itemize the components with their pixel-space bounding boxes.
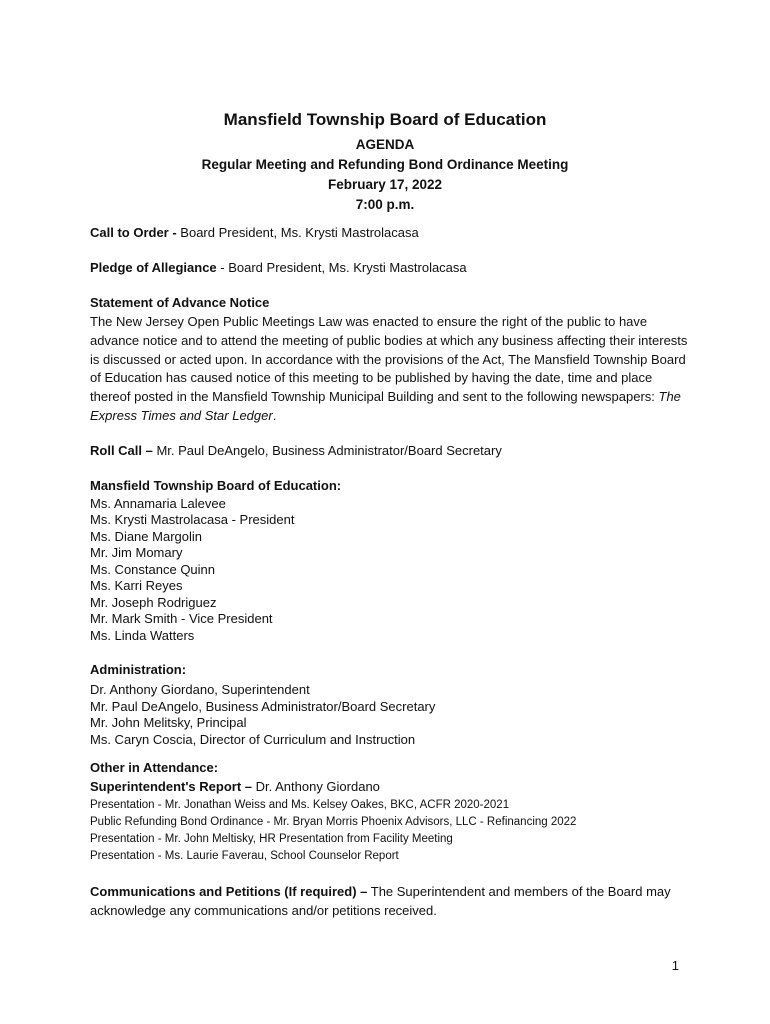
board-member-list — [90, 496, 690, 645]
advance-notice-text — [90, 313, 690, 425]
newspapers: The Express Times and Star Ledger — [90, 388, 681, 423]
advance-notice-heading: Statement of Advance Notice — [90, 295, 270, 311]
document-title: Mansfield Township Board of Education — [223, 110, 547, 129]
board-heading: Mansfield Township Board of Education: — [90, 478, 342, 494]
meeting-type: Regular Meeting and Refunding Bond Ordinance Meeting — [201, 157, 569, 172]
list-item: Ms. Caryn Coscia, Director of Curriculum and Instruction — [90, 731, 416, 747]
roll-call — [90, 442, 690, 461]
list-item: Dr. Anthony Giordano, Superintendent — [90, 682, 310, 698]
superintendent-report-text: Dr. Anthony Giordano — [252, 779, 380, 795]
other-attendance-heading: Other in Attendance: — [90, 760, 219, 776]
list-item: Ms. Constance Quinn — [90, 561, 216, 577]
list-item: Ms. Annamaria Lalevee — [90, 495, 226, 511]
list-item: Ms. Krysti Mastrolacasa - President — [90, 512, 295, 528]
roll-call-label: Roll Call – — [90, 442, 153, 458]
agenda-header — [0, 109, 770, 215]
list-item: Ms. Diane Margolin — [90, 528, 202, 544]
list-item: Mr. Paul DeAngelo, Business Administrator/Board Secretary — [90, 698, 436, 714]
meeting-time: 7:00 p.m. — [355, 197, 415, 212]
agenda-label: AGENDA — [355, 137, 415, 152]
agenda-body — [90, 224, 690, 921]
meeting-date: February 17, 2022 — [327, 177, 443, 192]
list-item: Presentation - Mr. John Meltisky, HR Presentation from Facility Meeting — [90, 832, 453, 845]
communications-label: Communications and Petitions (If required) – — [90, 883, 368, 899]
superintendent-report — [90, 778, 690, 797]
roll-call-text: Mr. Paul DeAngelo, Business Administrator/Board Secretary — [152, 442, 502, 458]
administration-heading: Administration: — [90, 661, 187, 677]
superintendent-report-label: Superintendent's Report – — [90, 779, 252, 795]
list-item: Mr. John Melitsky, Principal — [90, 715, 247, 731]
call-to-order — [90, 224, 690, 243]
communications — [90, 882, 690, 921]
list-item: Mr. Mark Smith - Vice President — [90, 611, 273, 627]
advance-notice-body: The New Jersey Open Public Meetings Law was enacted to ensure the right of the public to have advance notice and to attend the meeting of public bodies at which any business affecting their interests is discussed or acted upon. In accordance with the provisions of the Act, The Mansfield Township Board of Education has caused notice of this meeting to be published by having the date, time and place thereof posted in the Mansfield Township Municipal Building and sent to the following newspapers: — [90, 314, 688, 404]
communications-text: The Superintendent and members of the Board may acknowledge any communications and/or petitions received. — [90, 883, 671, 919]
call-to-order-label: Call to Order - — [90, 225, 177, 240]
list-item: Presentation - Ms. Laurie Faverau, School Counselor Report — [90, 849, 399, 862]
list-item: Mr. Jim Momary — [90, 545, 183, 561]
list-item: Ms. Linda Watters — [90, 627, 195, 643]
page-number: 1 — [671, 958, 679, 973]
list-item: Ms. Karri Reyes — [90, 578, 183, 594]
list-item: Presentation - Mr. Jonathan Weiss and Ms. Kelsey Oakes, BKC, ACFR 2020-2021 — [90, 798, 510, 811]
list-item: Mr. Joseph Rodriguez — [90, 594, 217, 610]
pledge-text: - Board President, Ms. Krysti Mastrolacasa — [216, 260, 467, 276]
advance-notice-end: . — [272, 407, 277, 423]
call-to-order-text: Board President, Ms. Krysti Mastrolacasa — [176, 225, 419, 240]
presentation-list — [90, 797, 690, 865]
administration-list — [90, 682, 690, 748]
list-item: Public Refunding Bond Ordinance - Mr. Bryan Morris Phoenix Advisors, LLC - Refinancing 2022 — [90, 815, 577, 828]
pledge-label: Pledge of Allegiance — [90, 260, 217, 276]
pledge-of-allegiance — [90, 259, 690, 278]
